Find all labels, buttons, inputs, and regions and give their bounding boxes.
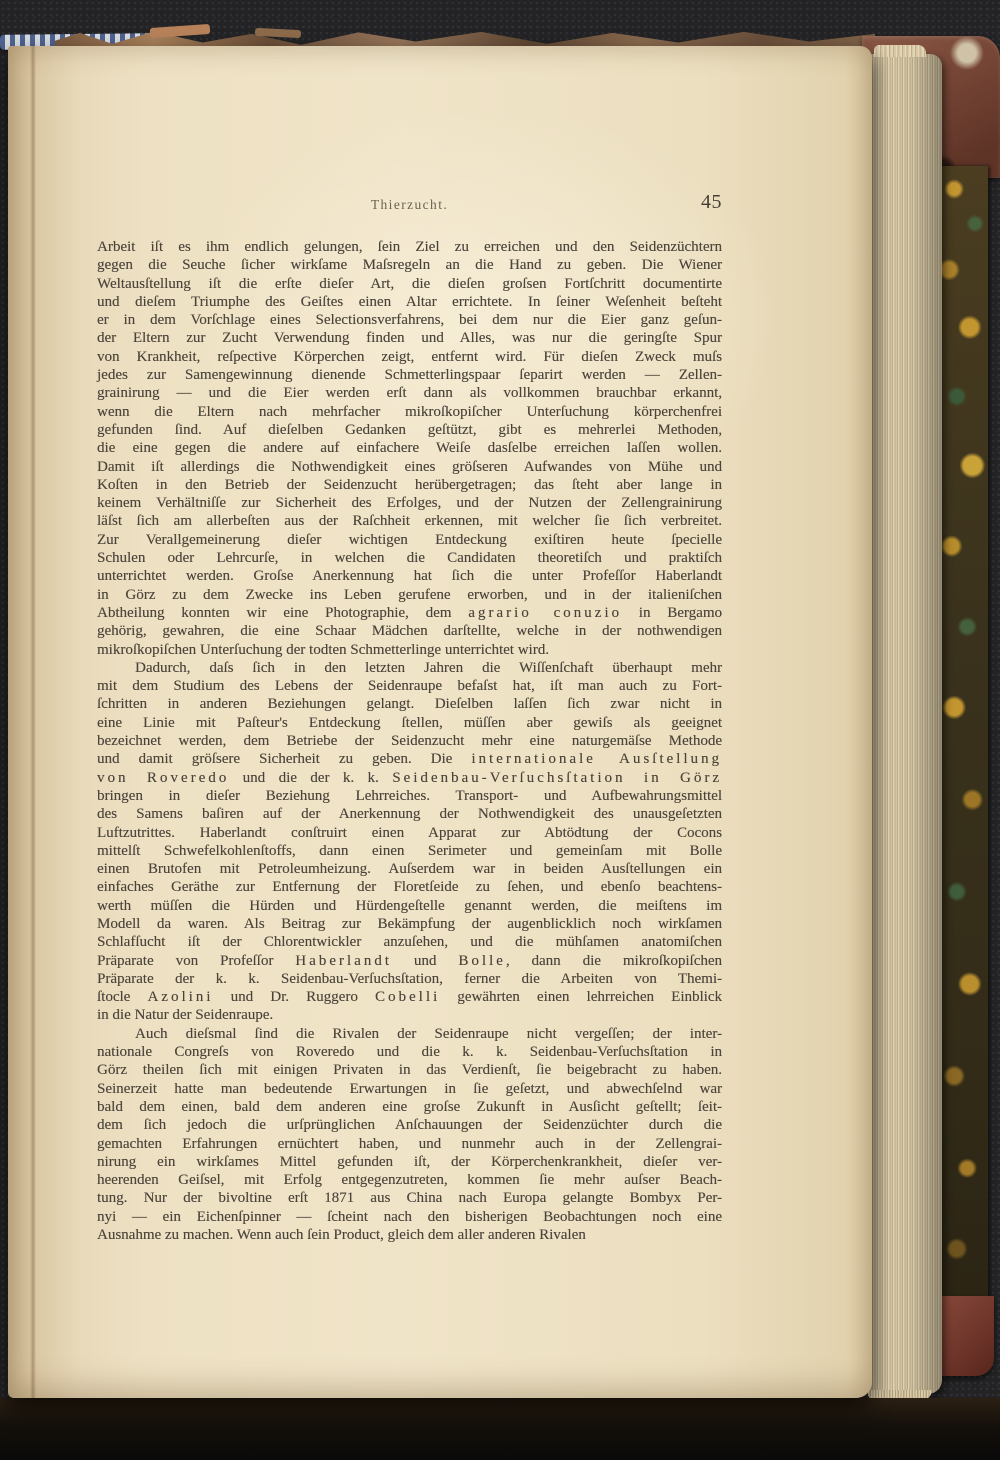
text-line: in Görz zu dem Zwecke ins Leben gerufene erworben, und in der italieniſchen — [97, 586, 722, 603]
text-line: Damit iſt allerdings die Nothwendigkeit eines gröſseren Aufwandes von Mühe und — [97, 458, 722, 475]
text-line: grainirung — und die Eier werden erſt dann als vollkommen brauchbar erkannt, — [97, 385, 722, 402]
text-line: Schulen oder Lehrcurſe, in welchen die Candidaten theoretiſch und praktiſch — [97, 550, 722, 567]
text-line: einfaches Geräthe zur Entfernung der Floretſeide zu ſehen, und ebenſo beachtens- — [97, 879, 722, 896]
text-line: Weltausſtellung iſt die erſte dieſer Art, die dieſen groſsen Fortſchritt documentirte — [97, 275, 722, 292]
text-line: eine Linie mit Paſteur's Entdeckung ſtellen, müſſen aber gewiſs als geeignet — [97, 714, 722, 731]
page-number: 45 — [701, 191, 722, 213]
text-line: heerenden Geiſsel, mit Erfolg entgegenzutreten, kommen ſie mehr auſser Beach- — [97, 1172, 722, 1189]
fore-edge-pages — [868, 54, 942, 1394]
text-line: Modell da waren. Als Beitrag zur Bekämpfung der augenblicklich noch wirkſamen — [97, 915, 722, 932]
text-line: Arbeit iſt es ihm endlich gelungen, ſein Ziel zu erreichen und den Seidenzüchtern — [97, 239, 722, 255]
text-line: gegen die Seuche ſicher wirkſame Maſsregeln an die Hand zu geben. Die Wiener — [97, 257, 722, 274]
letterspaced-name: agrario conuzio — [468, 604, 622, 621]
text-line: nationale Congreſs von Roveredo und die k. k. Seidenbau-Verſuchsſtation in — [97, 1044, 722, 1061]
text-line: nirung ein wirkſames Mittel gefunden iſt, der Körperchenkrankheit, dieſer ver- — [97, 1153, 722, 1170]
text-line: in die Natur der Seidenraupe. — [97, 1007, 274, 1024]
text-line: wenn die Eltern nach mehrfacher mikroſkopiſcher Unterſuchung körperchenfrei — [97, 403, 722, 420]
text-line: bald dem einen, bald dem anderen eine groſse Zukunft in Ausſicht geſtellt; ſeit- — [97, 1098, 722, 1115]
text-line: der Eltern zur Zucht Verwendung finden und Alles, was nur die geringſte Spur — [97, 330, 722, 347]
text-line: und dieſem Triumphe des Geiſtes einen Altar errichtete. In ſeiner Weſenheit beſteht — [97, 293, 722, 310]
running-title: Thierzucht. — [370, 197, 449, 212]
text-line: ſtocle Azolini und Dr. Ruggero Cobelli gewährten einen lehrreichen Einblick — [97, 989, 722, 1006]
text-line: er in dem Vorſchlage eines Selectionsverfahrens, bei dem nur die Eier ganz geſun- — [97, 312, 722, 329]
text-line: bringen in dieſer Beziehung Lehrreiches. Transport- und Aufbewahrungsmittel — [97, 787, 722, 804]
text-line: und damit gröſsere Sicherheit zu geben. Die internationale Ausſtellung — [97, 751, 723, 768]
text-line: mittelſt Schwefelkohlenſtoffs, dann einen Serimeter und gemeinſam mit Bolle — [97, 842, 722, 859]
paragraph — [97, 659, 722, 1025]
text-line: keinem Verhältniſſe zur Sicherheit des Erfolges, und der Nutzen der Zellengrainirung — [97, 495, 722, 512]
text-line: die eine gegen die andere auf einfachere Weiſe dasſelbe erreichen laſſen wollen. — [97, 440, 722, 457]
text-line: Abtheilung konnten wir eine Photographie, dem agrario conuzio in Bergamo — [97, 604, 722, 621]
text-line: mikroſkopiſchen Unterſuchung der todten Schmetterlinge unterrichtet wird. — [97, 641, 549, 658]
text-line: Präparate der k. k. Seidenbau-Verſuchsſtation, ferner die Arbeiten von Themi- — [97, 970, 722, 987]
paragraph — [97, 1025, 722, 1245]
text-line: Luftzutrittes. Haberlandt conſtruirt einen Apparat zur Abtödtung der Cocons — [97, 824, 722, 841]
torn-paper-bit — [150, 24, 211, 38]
text-line: ſchritten in anderen Beziehungen gelangt. Dieſelben laſſen ſich zwar nicht in — [97, 696, 722, 713]
page-content — [97, 191, 723, 1244]
letterspaced-name: Azolini — [147, 989, 214, 1006]
running-head — [97, 191, 722, 216]
paragraph — [97, 238, 722, 659]
text-line: Seinerzeit hatte man bedeutende Erwartungen in ſie geſetzt, und abwechſelnd war — [97, 1080, 722, 1097]
letterspaced-name: internationale Ausſtellung — [471, 751, 723, 768]
text-line: Präparate von Profeſſor Haberlandt und Bolle, dann die mikroſkopiſchen — [97, 952, 723, 969]
text-block — [97, 238, 722, 1244]
text-line: Auch dieſsmal ſind die Rivalen der Seidenraupe nicht vergeſſen; der inter- — [135, 1025, 722, 1042]
text-line: gemachten Erfahrungen ernüchtert haben, und nunmehr auch in der Zellengrai- — [97, 1135, 722, 1152]
text-line: einen Brutofen mit Petroleumheizung. Auſserdem war in beiden Ausſtellungen ein — [97, 861, 722, 878]
text-line: Dadurch, daſs ſich in den letzten Jahren die Wiſſenſchaft überhaupt mehr — [135, 659, 722, 676]
letterspaced-name: von Roveredo — [97, 769, 230, 786]
text-line: werth müſſen die Hürden und Hürdengeſtelle genannt werden, die meiſtens im — [97, 897, 722, 914]
text-line: Schlafſucht iſt der Chlorentwickler anzuſehen, und die mühſamen anatomiſchen — [97, 934, 722, 951]
letterspaced-name: Bolle — [458, 952, 506, 969]
text-line: jedes zur Samengewinnung dienende Schmetterlingspaar ſeparirt werden — Zellen- — [97, 367, 722, 384]
bottom-shadow-band — [0, 1398, 1000, 1460]
text-line: Ausnahme zu machen. Wenn auch ſein Product, gleich dem aller anderen Rivalen — [97, 1227, 586, 1244]
text-line: Koſten in den Betrieb der Seidenzucht herübergetragen; das ſteht aber lange in — [97, 476, 722, 493]
text-line: läſst ſich am allerbeſten aus der Raſchheit erkennen, mit welcher ſie ſich verbreitet. — [97, 513, 722, 530]
text-line: gefunden ſind. Auf dieſelben Gedanken geſtützt, gibt es mehrerlei Methoden, — [97, 421, 722, 438]
text-line: Zur Verallgemeinerung dieſer wichtigen Entdeckung exiſtiren heute ſpecielle — [97, 531, 722, 548]
text-line: gehörig, gewahren, die eine Schaar Mädchen darſtellte, welche in der nothwendigen — [97, 623, 722, 640]
letterspaced-name: Cobelli — [374, 989, 441, 1006]
text-line: mit dem Studium des Lebens der Seidenraupe befaſst hat, iſt man auch zu Fort- — [97, 678, 722, 695]
letterspaced-name: Seidenbau-Verſuchsſtation in Görz — [392, 769, 722, 786]
text-line: Görz theilen ſich mit einigen Privaten in das Verdienſt, ſie beigebracht zu haben. — [97, 1062, 722, 1079]
text-line: tung. Nur der bivoltine erſt 1871 aus China nach Europa gelangte Bombyx Per- — [97, 1190, 722, 1207]
text-line: nyi — ein Eichenſpinner — ſcheint nach den bisherigen Beobachtungen noch eine — [97, 1208, 722, 1225]
text-line: unterrichtet werden. Groſse Anerkennung hat ſich die unter Profeſſor Haberlandt — [97, 568, 722, 585]
page-gutter — [30, 46, 36, 1398]
text-line: des Samens baſiren auf der Anerkennung der Nothwendigkeit des unausgeſetzten — [97, 806, 722, 823]
text-line: von Roveredo und die der k. k. Seidenbau-Verſuchsſtation in Görz — [97, 769, 722, 786]
text-line: bezeichnet werden, dem Betriebe der Seidenzucht mehr eine naturgemäſse Methode — [97, 733, 722, 750]
text-line: von Krankheit, reſpective Körperchen zeigt, entfernt wird. Für dieſen Zweck muſs — [97, 348, 722, 365]
marbled-cover-strip — [936, 166, 988, 1318]
text-line: dem ſich jedoch die urſprünglichen Anſchauungen der Seidenzüchter durch die — [97, 1117, 722, 1134]
book-page — [8, 46, 872, 1398]
letterspaced-name: Haberlandt — [295, 952, 392, 969]
